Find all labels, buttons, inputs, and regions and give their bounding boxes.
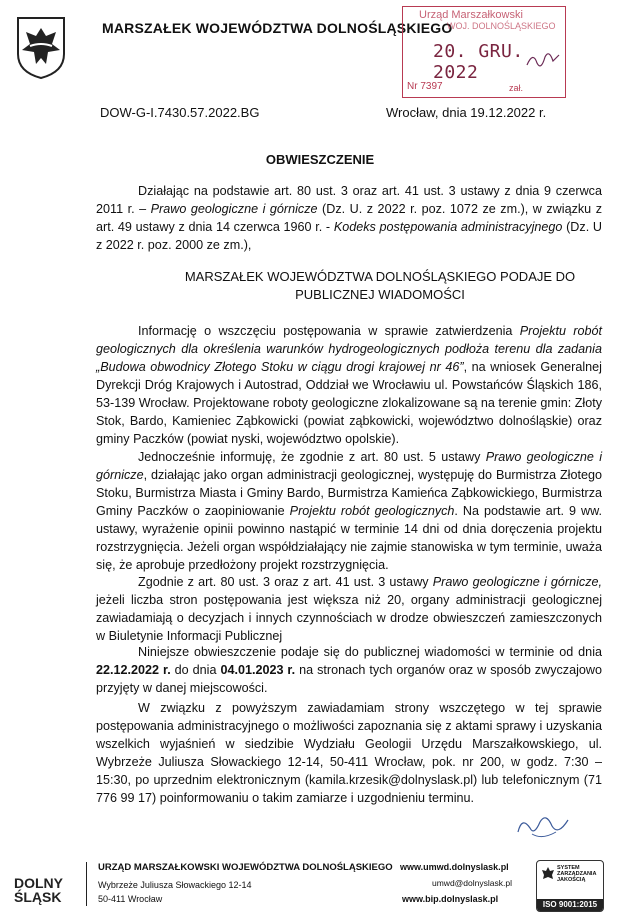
intro-text-3: (Dz. U z 2022 r. poz. 2000 ze zm.), xyxy=(96,220,602,252)
place-date: Wrocław, dnia 19.12.2022 r. xyxy=(386,105,547,120)
body-paragraph-4 xyxy=(96,643,602,697)
footer-brand-line1: DOLNY xyxy=(14,875,63,891)
body-paragraph-2 xyxy=(96,448,602,574)
footer-address-1: Wybrzeże Juliusza Słowackiego 12-14 xyxy=(98,880,252,890)
footer-brand-line2: ŚLĄSK xyxy=(14,889,62,905)
iso-standard-label: ISO 9001:2015 xyxy=(537,899,603,911)
intro-text-2: (Dz. U. z 2022 r. poz. 1072 ze zm.), w związku z art. 49 ustawy z dnia 14 czerwca 1960 r. - xyxy=(96,202,602,234)
handwritten-initials-icon xyxy=(525,47,561,73)
para1-text-c: , na wniosek Generalnej Dyrekcji Dróg Krajowych i Autostrad, Oddział we Wrocławiu ul. Powstańców Śląskich 186, 53-139 Wrocław. Projektowane roboty geologiczne zlokalizowane są na terenie gmin: Złoty Stok, Bardo, Kamieniec Ząbkowicki (powiat ząbkowicki, województwo dolnośląskie) oraz gminy Paczków (powiat nyski, województwo opolskie). xyxy=(96,360,602,446)
para2-italic-d: Projektu robót geologicznych xyxy=(289,504,455,518)
document-title: OBWIESZCZENIE xyxy=(265,152,375,167)
para2-text-e: . Na podstawie art. 9 ww. ustawy, wyrażenie opinii powinno nastąpić w terminie 14 dni od dnia doręczenia projektu rozstrzygnięcia. Jeżeli organ współdziałający nie zajmie stanowiska w tym terminie, uważa się, że aprobuje przedłożony projekt rozstrzygnięcia. xyxy=(96,504,602,572)
footer-email[interactable]: umwd@dolnyslask.pl xyxy=(432,878,512,888)
footer-brand xyxy=(14,876,63,904)
para3-text-c: jeżeli liczba stron postępowania jest większa niż 20, organy administracji geologicznej zawiadamiają o decyzjach i innych czynnościach w drodze obwieszczeń zamieszczonych w Biuletynie Informacji Publicznej xyxy=(96,593,602,643)
body-paragraph-3 xyxy=(96,573,602,645)
para4-text-c: do dnia xyxy=(170,663,221,677)
body-paragraph-5: W związku z powyższym zawiadamiam strony wszczętego w tej sprawie postępowania administracyjnego o możliwości zapoznania się z aktami sprawy i uzyskania wszelkich wyjaśnień w siedzibie Wydziału Geologii Urzędu Marszałkowskiego, ul. Wybrzeże Juliusza Słowackiego 12-14, 50-411 Wrocław, pok. nr 200, w godz. 7:30 – 15:30, po uprzednim elektronicznym (kamila.krzesik@dolnyslask.pl) lub telefonicznym (71 776 99 17) poinformowaniu o takim zamiarze i uzgodnieniu terminu. xyxy=(96,701,602,805)
para1-project-title: Projektu robót geologicznych dla określenia warunków hydrogeologicznych podłoża terenu dla zadania „Budowa obwodnicy Złotego Stoku w ciągu drogi krajowej nr 46” xyxy=(96,324,603,374)
stamp-date: 20. GRU. 2022 xyxy=(433,41,524,83)
signature-icon xyxy=(512,806,572,842)
intro-italic-2: Kodeks postępowania administracyjnego xyxy=(333,220,563,234)
stamp-nr-value: 7397 xyxy=(420,81,443,92)
footer-bip-link[interactable]: www.bip.dolnyslask.pl xyxy=(402,894,499,904)
coat-of-arms-icon xyxy=(16,16,66,80)
stamp-line2: WOJ. DOLNOŚLĄSKIEGO xyxy=(447,21,556,31)
stamp-nr xyxy=(407,81,443,92)
eagle-icon xyxy=(541,865,555,883)
registration-stamp xyxy=(402,6,566,98)
iso-certificate-badge xyxy=(536,860,604,912)
announcement-heading: MARSZAŁEK WOJEWÓDZTWA DOLNOŚLĄSKIEGO PODAJE DO PUBLICZNEJ WIADOMOŚCI xyxy=(184,269,576,302)
iso-system-label: SYSTEM ZARZĄDZANIA JAKOŚCIĄ xyxy=(557,865,597,883)
footer-website[interactable]: www.umwd.dolnyslask.pl xyxy=(400,862,509,872)
intro-text-1: Działając na podstawie art. 80 ust. 3 oraz art. 41 ust. 3 ustawy z dnia 9 czerwca 2011 r. – xyxy=(96,184,602,216)
para2-italic-b: Prawo geologiczne i górnicze xyxy=(96,450,602,482)
footer-divider xyxy=(86,862,87,906)
para4-text-e: na stronach tych organów oraz w sposób zwyczajowo przyjęty w danej miejscowości. xyxy=(96,663,602,695)
intro-paragraph xyxy=(96,182,602,254)
para3-italic-b: Prawo geologiczne i górnicze, xyxy=(432,575,602,589)
intro-italic-1: Prawo geologiczne i górnicze xyxy=(150,202,318,216)
body-paragraph-1 xyxy=(96,322,602,448)
para2-text-c: , działając jako organ administracji geologicznej, występuję do Burmistrza Złotego Stoku, Burmistrza Miasta i Gminy Bardo, Burmistrza Kamieńca Ząbkowickiego, Burmistrza Gminy Paczków o zaopiniowanie xyxy=(96,468,602,518)
para1-text-a: Informację o wszczęciu postępowania w sprawie zatwierdzenia xyxy=(138,324,520,338)
stamp-zal-label: zał. xyxy=(509,83,524,93)
stamp-nr-label: Nr xyxy=(407,81,418,92)
para4-text-a: Niniejsze obwieszczenie podaje się do publicznej wiadomości w terminie od dnia xyxy=(138,645,602,659)
para3-text-a: Zgodnie z art. 80 ust. 3 oraz z art. 41 ust. 3 ustawy xyxy=(138,575,433,589)
footer-org: URZĄD MARSZAŁKOWSKI WOJEWÓDZTWA DOLNOŚLĄSKIEGO xyxy=(98,862,393,873)
footer-address-2: 50-411 Wrocław xyxy=(98,894,163,904)
stamp-line1: Urząd Marszałkowski xyxy=(419,9,523,21)
header-title: MARSZAŁEK WOJEWÓDZTWA DOLNOŚLĄSKIEGO xyxy=(102,20,453,36)
para4-end-date: 04.01.2023 r. xyxy=(220,663,296,677)
para2-text-a: Jednocześnie informuję, że zgodnie z art. 80 ust. 5 ustawy xyxy=(138,450,486,464)
case-reference: DOW-G-I.7430.57.2022.BG xyxy=(100,105,260,120)
para4-start-date: 22.12.2022 r. xyxy=(96,663,171,677)
